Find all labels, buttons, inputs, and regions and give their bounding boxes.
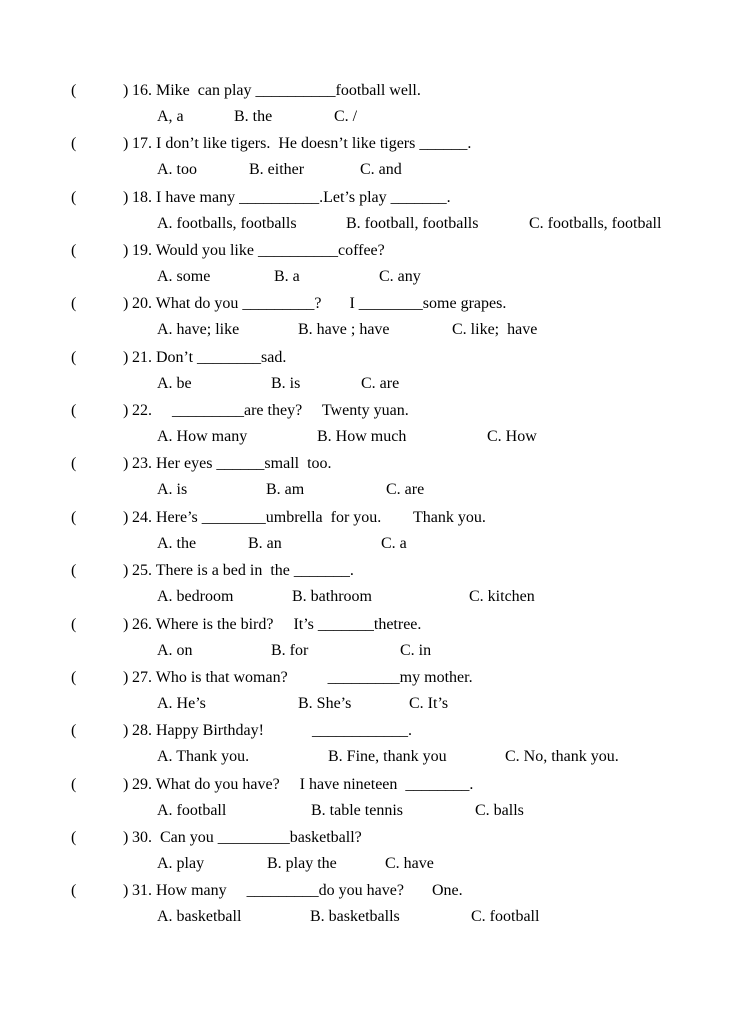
answer-option: C. footballs, football [529,215,662,232]
answer-option: C. No, thank you. [505,748,619,765]
answer-paren-right: ) [123,135,129,152]
answer-option: B. play the [267,855,337,872]
answer-option: A. How many [157,428,248,445]
answer-option: B. is [271,375,301,392]
question-row [0,506,744,530]
question-stem: 24. Here’s ________umbrella for you. Thank you. [128,509,486,526]
answer-paren-right: ) [123,509,129,526]
question-row [0,346,744,370]
answer-paren-left: ( [71,776,77,793]
question-row [0,292,744,316]
answer-option: B. the [234,108,273,125]
answer-option: B. a [274,268,300,285]
answer-option: C. have [385,855,434,872]
answer-paren-left: ( [71,295,77,312]
answer-option: C. and [360,161,402,178]
answer-paren-right: ) [123,776,129,793]
answer-paren-left: ( [71,669,77,686]
answer-paren-right: ) [123,349,129,366]
answer-option: C. are [386,481,425,498]
answer-paren-left: ( [71,189,77,206]
answer-option: A. have; like [157,321,240,338]
answer-option: A. football [157,802,227,819]
answer-option: A, a [157,108,184,125]
question-row [0,239,744,263]
answer-option: A. bedroom [157,588,234,605]
answer-option: A. too [157,161,197,178]
answer-paren-left: ( [71,349,77,366]
answer-option: A. basketball [157,908,242,925]
answer-option: A. He’s [157,695,206,712]
answer-option: B. bathroom [292,588,372,605]
question-stem: 25. There is a bed in the _______. [128,562,354,579]
question-stem: 31. How many _________do you have? One. [128,882,463,899]
question-row [0,186,744,210]
answer-paren-right: ) [123,562,129,579]
answer-paren-left: ( [71,509,77,526]
answer-option: A. play [157,855,205,872]
answer-paren-left: ( [71,562,77,579]
answer-option: B. have ; have [298,321,390,338]
answer-option: A. Thank you. [157,748,250,765]
answer-option: A. be [157,375,192,392]
question-stem: 16. Mike can play __________football well. [128,82,421,99]
answer-paren-right: ) [123,402,129,419]
answer-option: A. some [157,268,211,285]
question-stem: 20. What do you _________? I ________some grapes. [128,295,507,312]
question-stem: 21. Don’t ________sad. [128,349,287,366]
answer-option: B. basketballs [310,908,400,925]
question-row [0,719,744,743]
answer-option: B. How much [317,428,407,445]
answer-option: C. How [487,428,537,445]
question-row [0,613,744,637]
answer-option: A. is [157,481,188,498]
answer-option: C. / [334,108,358,125]
question-stem: 30. Can you _________basketball? [128,829,362,846]
answer-option: B. either [249,161,305,178]
answer-option: B. Fine, thank you [328,748,447,765]
answer-paren-left: ( [71,135,77,152]
answer-paren-left: ( [71,882,77,899]
answer-option: B. an [248,535,282,552]
question-row [0,879,744,903]
question-row [0,666,744,690]
question-stem: 27. Who is that woman? _________my mother. [128,669,473,686]
answer-option: C. in [400,642,432,659]
question-stem: 23. Her eyes ______small too. [128,455,332,472]
answer-paren-right: ) [123,189,129,206]
question-row [0,132,744,156]
answer-option: A. the [157,535,197,552]
answer-paren-left: ( [71,242,77,259]
question-row [0,773,744,797]
answer-paren-right: ) [123,455,129,472]
answer-option: B. am [266,481,305,498]
answer-paren-right: ) [123,722,129,739]
answer-paren-left: ( [71,616,77,633]
answer-option: C. It’s [409,695,449,712]
answer-option: A. footballs, footballs [157,215,297,232]
answer-option: C. like; have [452,321,538,338]
answer-paren-left: ( [71,82,77,99]
answer-option: B. for [271,642,309,659]
answer-paren-right: ) [123,82,129,99]
answer-option: B. football, footballs [346,215,479,232]
answer-option: C. football [471,908,540,925]
answer-paren-left: ( [71,402,77,419]
question-row [0,559,744,583]
answer-option: C. a [381,535,407,552]
answer-paren-left: ( [71,455,77,472]
answer-paren-right: ) [123,669,129,686]
question-stem: 19. Would you like __________coffee? [128,242,385,259]
question-stem: 26. Where is the bird? It’s _______thetree. [128,616,422,633]
answer-option: B. She’s [298,695,352,712]
question-stem: 18. I have many __________.Let’s play _______. [128,189,451,206]
answer-option: C. are [361,375,400,392]
answer-paren-right: ) [123,882,129,899]
question-row [0,399,744,423]
question-row [0,826,744,850]
question-stem: 28. Happy Birthday! ____________. [128,722,412,739]
answer-paren-right: ) [123,829,129,846]
question-row [0,452,744,476]
question-stem: 17. I don’t like tigers. He doesn’t like tigers ______. [128,135,472,152]
answer-paren-left: ( [71,829,77,846]
question-row [0,79,744,103]
question-stem: 22. _________are they? Twenty yuan. [128,402,409,419]
question-stem: 29. What do you have? I have nineteen ________. [128,776,474,793]
answer-option: C. balls [475,802,524,819]
answer-option: C. any [379,268,421,285]
answer-option: B. table tennis [311,802,403,819]
answer-paren-right: ) [123,295,129,312]
answer-option: C. kitchen [469,588,535,605]
answer-option: A. on [157,642,193,659]
answer-paren-right: ) [123,242,129,259]
answer-paren-right: ) [123,616,129,633]
answer-paren-left: ( [71,722,77,739]
